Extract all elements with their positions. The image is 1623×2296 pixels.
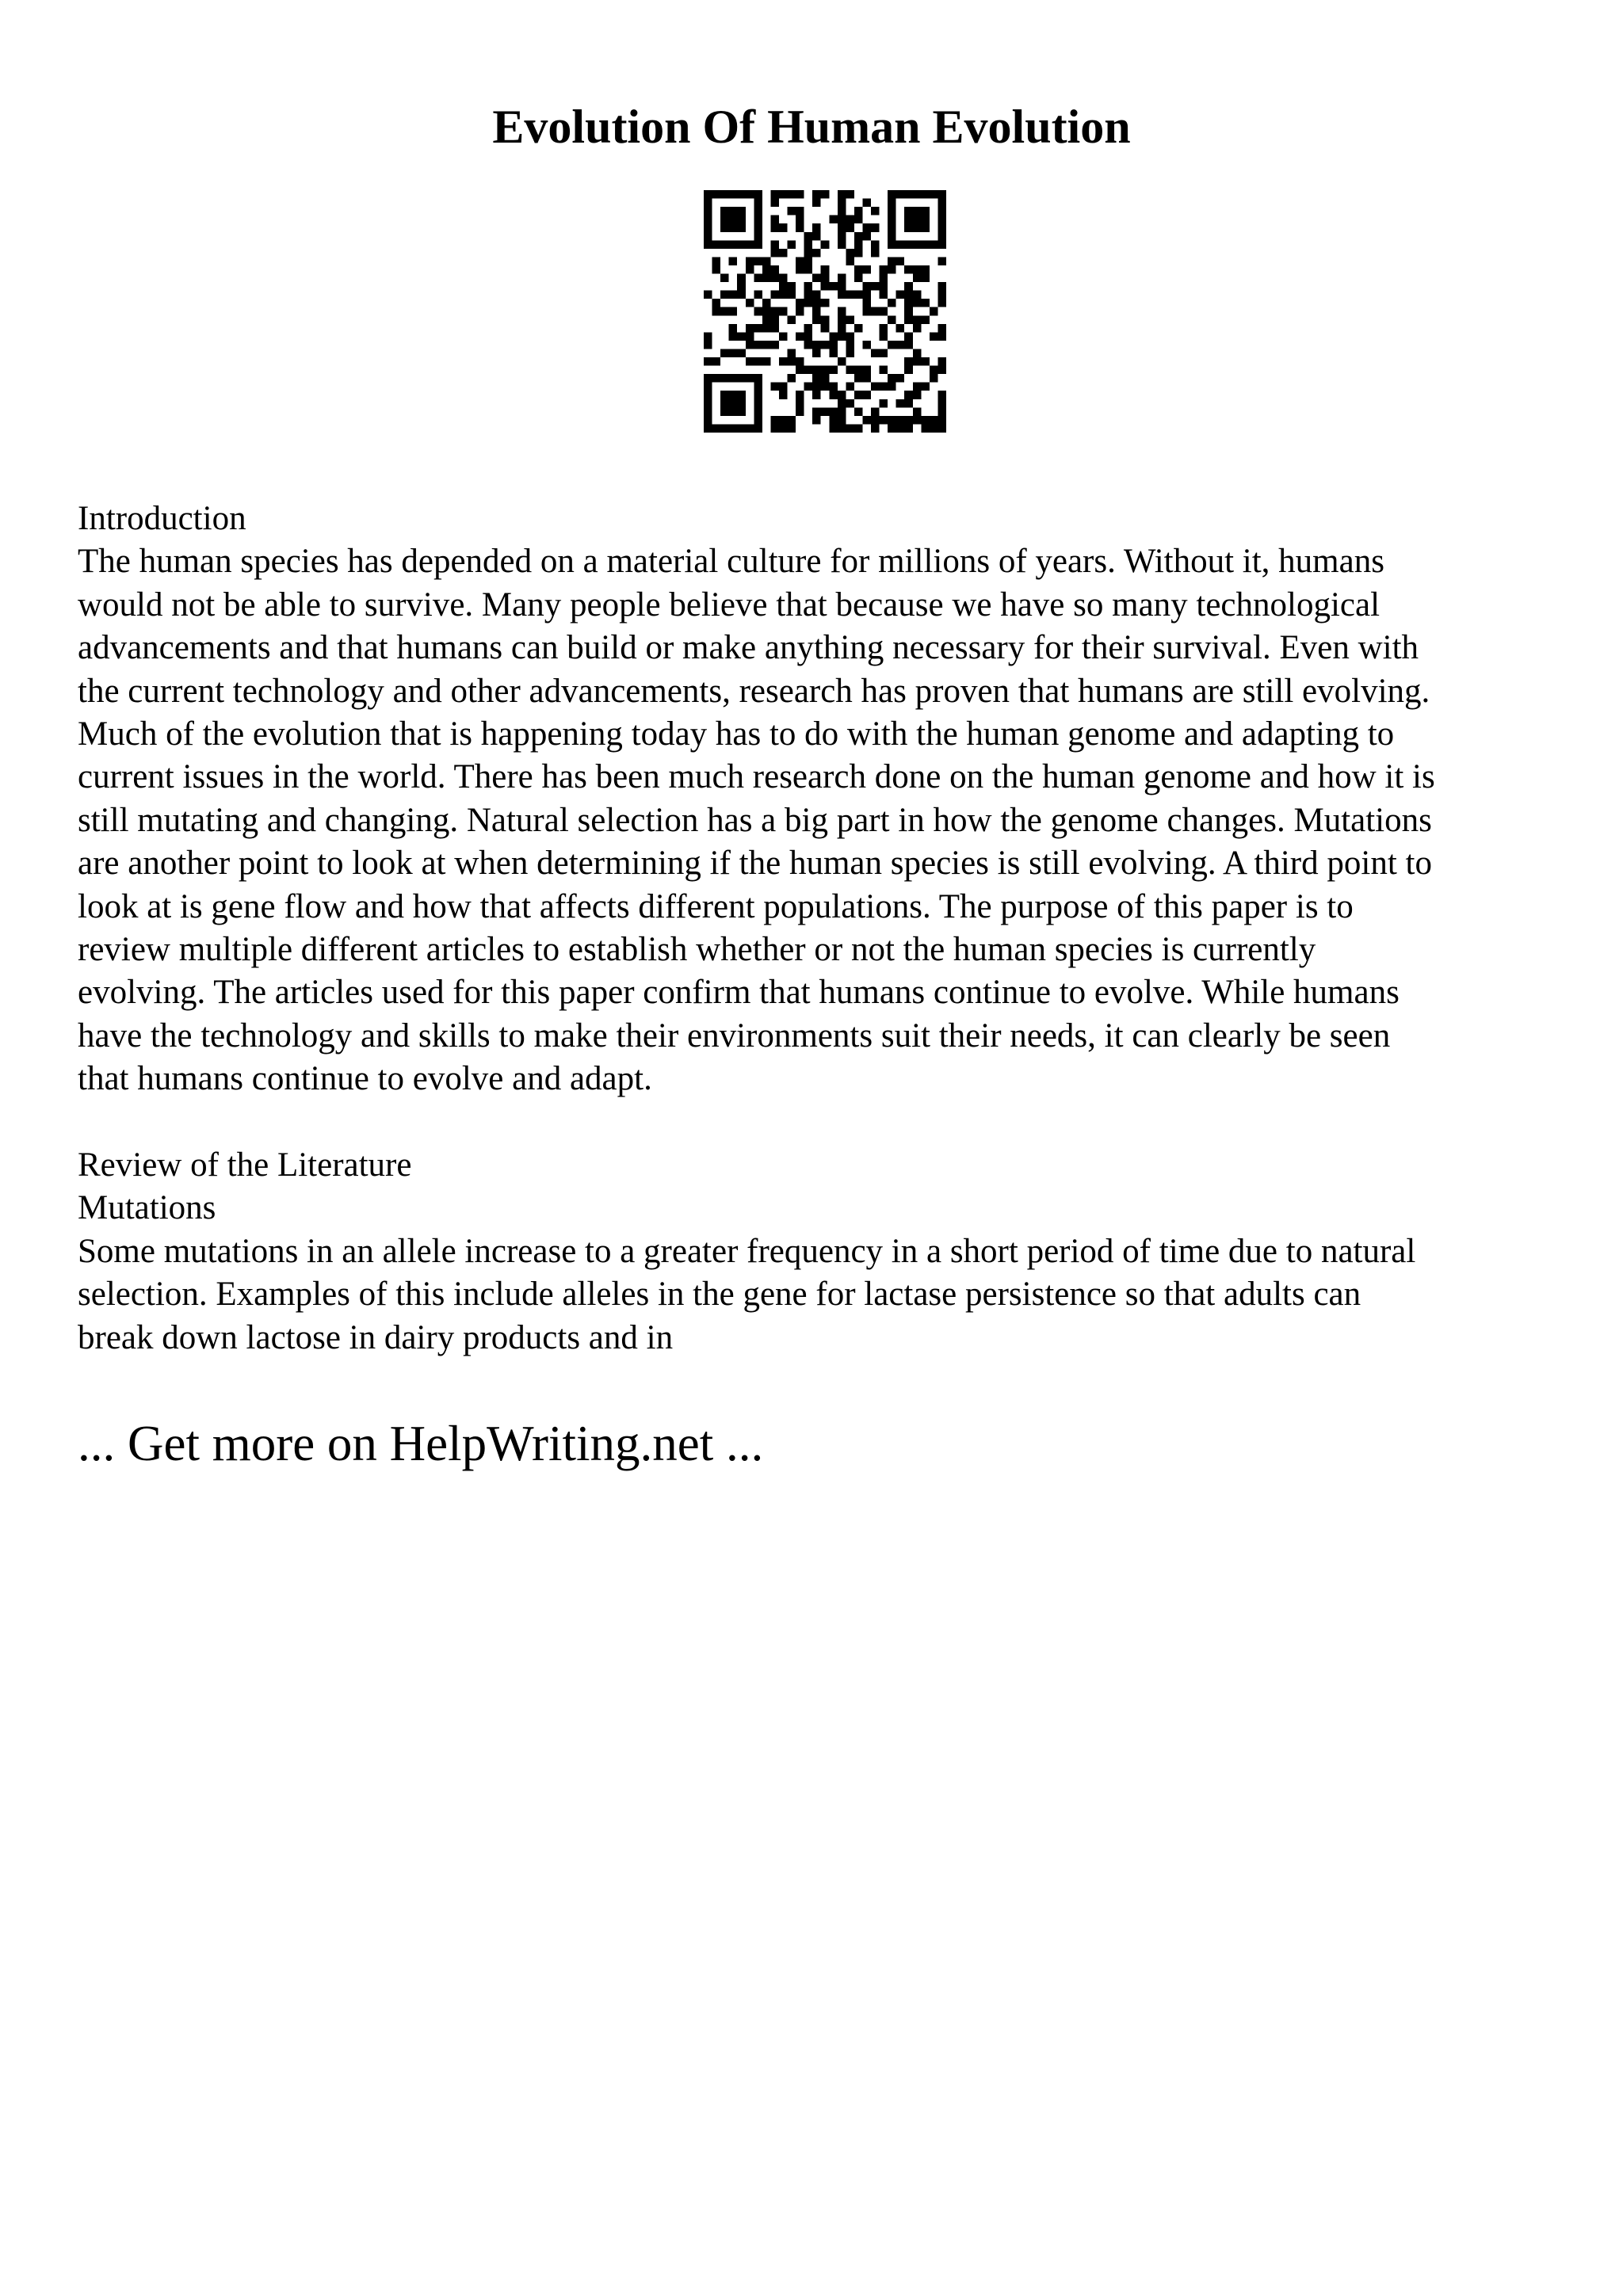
introduction-heading: Introduction <box>78 500 246 537</box>
paragraph-line: review multiple different articles to establish whether or not the human species is currently <box>78 931 1316 969</box>
paragraph-line: evolving. The articles used for this paper confirm that humans continue to evolve. While humans <box>78 974 1400 1012</box>
paragraph-line: current issues in the world. There has been much research done on the human genome and how it is <box>78 758 1435 796</box>
review-section <box>78 1144 1560 1360</box>
paragraph-line: that humans continue to evolve and adapt. <box>78 1060 652 1098</box>
mutations-subheading: Mutations <box>78 1189 216 1227</box>
paragraph-line: still mutating and changing. Natural selection has a big part in how the genome changes. Mutations <box>78 801 1432 839</box>
paragraph-line: The human species has depended on a material culture for millions of years. Without it, humans <box>78 543 1384 581</box>
qr-code-icon <box>704 190 946 433</box>
paragraph-line: break down lactose in dairy products and in <box>78 1318 674 1356</box>
paragraph-line: have the technology and skills to make their environments suit their needs, it can clearly be seen <box>78 1016 1391 1055</box>
paragraph-line: advancements and that humans can build or make anything necessary for their survival. Even with <box>78 629 1419 667</box>
review-heading: Review of the Literature <box>78 1146 412 1184</box>
paragraph-line: Much of the evolution that is happening today has to do with the human genome and adapting to <box>78 715 1395 753</box>
get-more-link[interactable]: ... Get more on HelpWriting.net ... <box>78 1416 764 1471</box>
introduction-section <box>78 498 1560 1101</box>
document-title: Evolution Of Human Evolution <box>492 101 1131 153</box>
paragraph-line: look at is gene flow and how that affects different populations. The purpose of this paper is to <box>78 887 1354 925</box>
paragraph-line: would not be able to survive. Many people believe that because we have so many technological <box>78 585 1381 624</box>
paragraph-line: selection. Examples of this include alleles in the gene for lactase persistence so that adults can <box>78 1276 1361 1314</box>
paragraph-line: Some mutations in an allele increase to a greater frequency in a short period of time due to natural <box>78 1232 1416 1270</box>
paragraph-line: the current technology and other advancements, research has proven that humans are still evolving. <box>78 672 1430 710</box>
paragraph-line: are another point to look at when determining if the human species is still evolving. A third point to <box>78 845 1432 883</box>
